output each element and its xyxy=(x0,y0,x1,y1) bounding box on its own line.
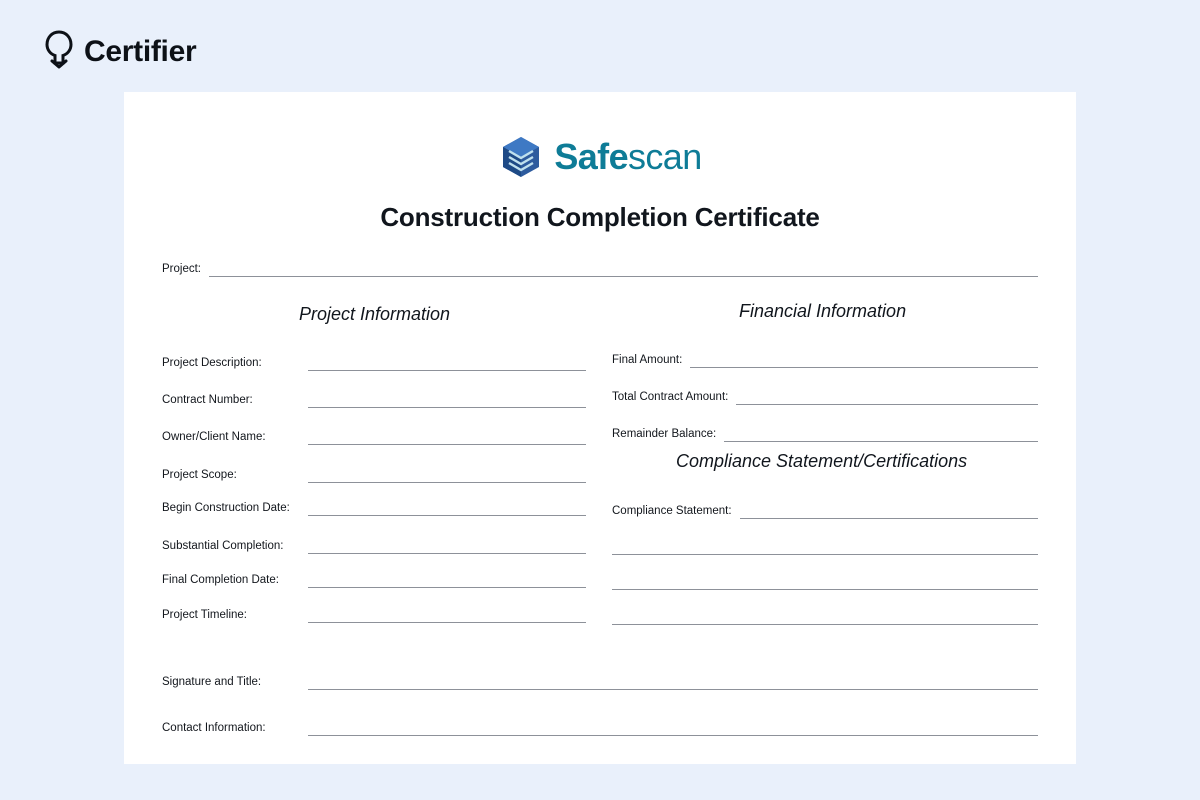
safescan-word-light: scan xyxy=(628,136,702,177)
field-project-description[interactable] xyxy=(162,356,586,371)
field-rule[interactable] xyxy=(209,262,1038,277)
field-label: Project Description: xyxy=(162,356,262,369)
field-rule[interactable] xyxy=(308,501,586,516)
compliance-blank-line[interactable] xyxy=(612,554,1038,555)
field-label: Contact Information: xyxy=(162,721,266,734)
field-signature-and-title[interactable] xyxy=(162,675,1038,690)
field-owner-client-name[interactable] xyxy=(162,430,586,445)
field-rule[interactable] xyxy=(308,430,586,445)
field-label: Remainder Balance: xyxy=(612,427,717,440)
field-rule[interactable] xyxy=(308,721,1038,736)
field-label: Project Timeline: xyxy=(162,608,248,621)
field-label: Final Amount: xyxy=(612,353,683,366)
field-total-contract-amount[interactable] xyxy=(612,390,1038,405)
compliance-blank-line[interactable] xyxy=(612,624,1038,625)
field-label: Signature and Title: xyxy=(162,675,262,688)
field-label: Project: xyxy=(162,262,201,275)
certifier-mark-icon xyxy=(44,30,74,74)
page-title: Construction Completion Certificate xyxy=(380,202,820,232)
field-rule[interactable] xyxy=(308,573,586,588)
field-label: Owner/Client Name: xyxy=(162,430,266,443)
field-label: Begin Construction Date: xyxy=(162,501,290,514)
field-label: Final Completion Date: xyxy=(162,573,279,586)
field-rule[interactable] xyxy=(724,427,1038,442)
field-project-scope[interactable] xyxy=(162,468,586,483)
field-label: Total Contract Amount: xyxy=(612,390,729,403)
field-final-amount[interactable] xyxy=(612,353,1038,368)
field-label: Compliance Statement: xyxy=(612,504,732,517)
field-rule[interactable] xyxy=(308,468,586,483)
section-heading-compliance: Compliance Statement/Certifications xyxy=(676,451,968,471)
field-substantial-completion[interactable] xyxy=(162,539,586,554)
field-rule[interactable] xyxy=(308,393,586,408)
safescan-word-bold: Safe xyxy=(554,136,628,177)
certificate-sheet xyxy=(124,92,1076,764)
field-rule[interactable] xyxy=(308,539,586,554)
field-contact-information[interactable] xyxy=(162,721,1038,736)
compliance-blank-line[interactable] xyxy=(612,589,1038,590)
field-rule[interactable] xyxy=(740,504,1038,519)
field-compliance-statement[interactable] xyxy=(612,504,1038,519)
field-rule[interactable] xyxy=(690,353,1038,368)
field-contract-number[interactable] xyxy=(162,393,586,408)
field-begin-construction-date[interactable] xyxy=(162,501,586,516)
field-rule[interactable] xyxy=(308,608,586,623)
field-remainder-balance[interactable] xyxy=(612,427,1038,442)
field-label: Project Scope: xyxy=(162,468,237,481)
certifier-brand-name: Certifier xyxy=(84,35,197,68)
field-rule[interactable] xyxy=(308,675,1038,690)
field-rule[interactable] xyxy=(308,356,586,371)
section-heading-financial-information: Financial Information xyxy=(739,301,907,321)
field-label: Contract Number: xyxy=(162,393,253,406)
field-project-timeline[interactable] xyxy=(162,608,586,623)
field-label: Substantial Completion: xyxy=(162,539,284,552)
safescan-cube-icon xyxy=(498,134,544,180)
field-final-completion-date[interactable] xyxy=(162,573,586,588)
safescan-logo xyxy=(124,134,1076,180)
safescan-wordmark xyxy=(554,136,702,177)
field-rule[interactable] xyxy=(736,390,1038,405)
field-project[interactable] xyxy=(162,262,1038,277)
certifier-brand xyxy=(44,30,196,74)
section-heading-project-information: Project Information xyxy=(299,304,451,324)
